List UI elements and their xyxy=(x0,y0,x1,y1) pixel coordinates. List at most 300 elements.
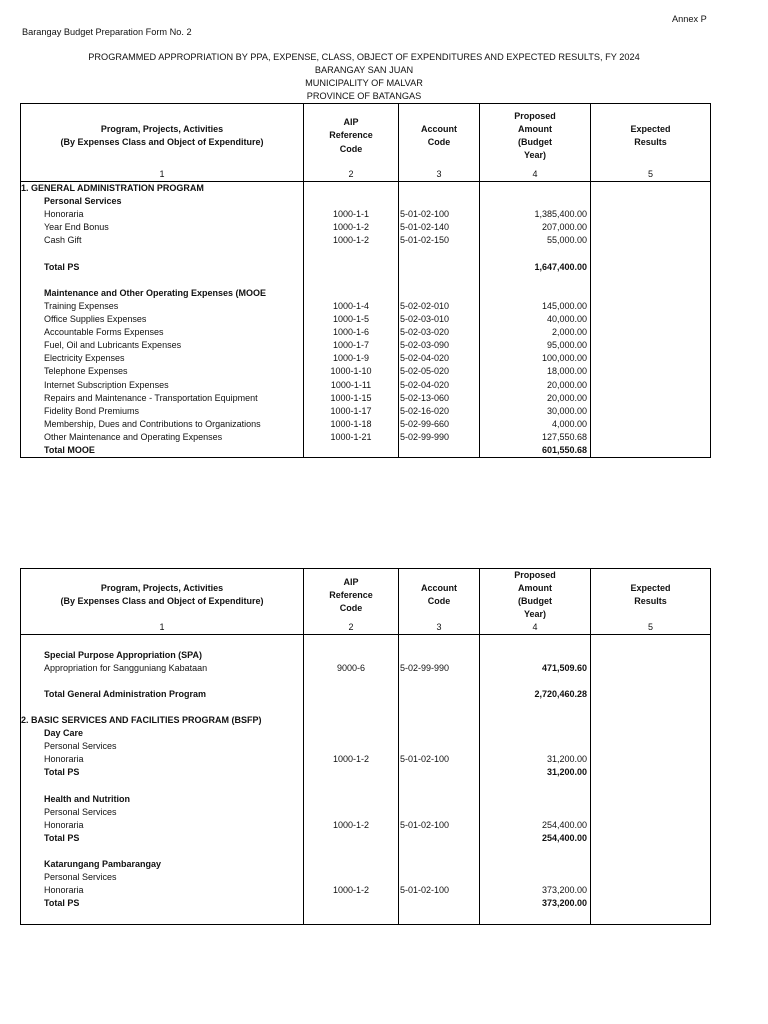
header-num-5: 5 xyxy=(591,621,711,635)
table-row xyxy=(21,274,711,287)
amount-cell: 95,000.00 xyxy=(480,339,591,352)
expected-results-cell xyxy=(591,819,711,832)
expected-results-cell xyxy=(591,431,711,444)
table-row xyxy=(21,379,711,392)
amount-cell: 55,000.00 xyxy=(480,234,591,247)
ppa-cell: Special Purpose Appropriation (SPA) xyxy=(21,649,304,662)
amount-cell: 373,200.00 xyxy=(480,897,591,910)
ppa-cell: Fidelity Bond Premiums xyxy=(21,405,304,418)
expected-results-cell xyxy=(591,418,711,431)
amount-cell: 601,550.68 xyxy=(480,444,591,458)
header-col-5 xyxy=(591,104,711,169)
ppa-cell: Training Expenses xyxy=(21,300,304,313)
header-num-4: 4 xyxy=(480,621,591,635)
ppa-cell: Honoraria xyxy=(21,884,304,897)
header-col-4-line-a: Proposed xyxy=(514,110,556,121)
ppa-cell: Total General Administration Program xyxy=(21,688,304,701)
expected-results-cell xyxy=(591,675,711,688)
amount-cell: 207,000.00 xyxy=(480,221,591,234)
ppa-cell: Honoraria xyxy=(21,208,304,221)
expected-results-cell xyxy=(591,352,711,365)
ppa-cell xyxy=(21,780,304,793)
header-col-2 xyxy=(304,569,399,622)
table-row xyxy=(21,418,711,431)
aip-code-cell xyxy=(304,780,399,793)
expected-results-cell xyxy=(591,326,711,339)
table-row xyxy=(21,871,711,884)
table-row xyxy=(21,300,711,313)
aip-code-cell xyxy=(304,635,399,649)
aip-code-cell: 1000-1-10 xyxy=(304,365,399,378)
budget-table-2 xyxy=(20,568,711,925)
aip-code-cell xyxy=(304,274,399,287)
aip-code-cell: 1000-1-15 xyxy=(304,392,399,405)
header-col-3-line-b: Code xyxy=(427,596,451,607)
account-code-cell xyxy=(399,675,480,688)
account-code-cell xyxy=(399,806,480,819)
account-code-cell: 5-02-04-020 xyxy=(399,352,480,365)
expected-results-cell xyxy=(591,910,711,924)
table-row xyxy=(21,365,711,378)
expected-results-cell xyxy=(591,195,711,208)
ppa-cell: Membership, Dues and Contributions to Organizations xyxy=(21,418,304,431)
table-row xyxy=(21,766,711,779)
header-col-4-line-d: Year) xyxy=(523,609,547,620)
account-code-cell: 5-02-05-020 xyxy=(399,365,480,378)
ppa-cell: Honoraria xyxy=(21,753,304,766)
expected-results-cell xyxy=(591,780,711,793)
account-code-cell: 5-02-16-020 xyxy=(399,405,480,418)
aip-code-cell: 1000-1-5 xyxy=(304,313,399,326)
account-code-cell xyxy=(399,897,480,910)
header-col-4-line-c: (Budget xyxy=(518,137,552,147)
amount-cell: 127,550.68 xyxy=(480,431,591,444)
ppa-cell: Appropriation for Sangguniang Kabataan xyxy=(21,662,304,675)
expected-results-cell xyxy=(591,392,711,405)
account-code-cell: 5-01-02-140 xyxy=(399,221,480,234)
table-row xyxy=(21,287,711,300)
table-header xyxy=(21,104,711,182)
account-code-cell: 5-02-04-020 xyxy=(399,379,480,392)
amount-cell: 18,000.00 xyxy=(480,365,591,378)
amount-cell: 40,000.00 xyxy=(480,313,591,326)
expected-results-cell xyxy=(591,832,711,845)
table-body xyxy=(21,182,711,458)
expected-results-cell xyxy=(591,274,711,287)
ppa-cell xyxy=(21,248,304,261)
account-code-cell xyxy=(399,727,480,740)
ppa-cell: Year End Bonus xyxy=(21,221,304,234)
expected-results-cell xyxy=(591,221,711,234)
ppa-cell xyxy=(21,274,304,287)
ppa-cell: Honoraria xyxy=(21,819,304,832)
expected-results-cell xyxy=(591,806,711,819)
ppa-cell: Total PS xyxy=(21,832,304,845)
ppa-cell: Internet Subscription Expenses xyxy=(21,379,304,392)
table-row xyxy=(21,910,711,924)
ppa-cell xyxy=(21,675,304,688)
header-num-5: 5 xyxy=(591,168,711,182)
table-row xyxy=(21,352,711,365)
header-col-2-line-c: Code xyxy=(339,143,363,154)
aip-code-cell xyxy=(304,910,399,924)
amount-cell xyxy=(480,793,591,806)
annex-label: Annex P xyxy=(672,14,707,24)
account-code-cell xyxy=(399,261,480,274)
header-col-3-line-a: Account xyxy=(421,123,457,134)
ppa-cell: Electricity Expenses xyxy=(21,352,304,365)
amount-cell: 2,720,460.28 xyxy=(480,688,591,701)
expected-results-cell xyxy=(591,405,711,418)
expected-results-cell xyxy=(591,234,711,247)
title-line-3: MUNICIPALITY OF MALVAR xyxy=(305,78,423,88)
expected-results-cell xyxy=(591,444,711,458)
account-code-cell xyxy=(399,182,480,196)
expected-results-cell xyxy=(591,635,711,649)
amount-cell xyxy=(480,248,591,261)
expected-results-cell xyxy=(591,871,711,884)
expected-results-cell xyxy=(591,208,711,221)
account-code-cell xyxy=(399,649,480,662)
account-code-cell xyxy=(399,858,480,871)
table-row xyxy=(21,727,711,740)
header-num-1: 1 xyxy=(21,168,304,182)
expected-results-cell xyxy=(591,261,711,274)
aip-code-cell xyxy=(304,701,399,714)
aip-code-cell: 1000-1-17 xyxy=(304,405,399,418)
amount-cell xyxy=(480,274,591,287)
table-row xyxy=(21,884,711,897)
account-code-cell xyxy=(399,832,480,845)
expected-results-cell xyxy=(591,766,711,779)
aip-code-cell: 1000-1-6 xyxy=(304,326,399,339)
budget-table-1 xyxy=(20,103,711,458)
account-code-cell xyxy=(399,274,480,287)
amount-cell xyxy=(480,182,591,196)
amount-cell: 1,385,400.00 xyxy=(480,208,591,221)
header-col-2-line-a: AIP xyxy=(343,576,359,587)
ppa-cell: 2. BASIC SERVICES AND FACILITIES PROGRAM (BSFP) xyxy=(21,714,304,727)
amount-cell: 20,000.00 xyxy=(480,392,591,405)
account-code-cell xyxy=(399,740,480,753)
ppa-cell: Personal Services xyxy=(21,871,304,884)
amount-cell: 373,200.00 xyxy=(480,884,591,897)
amount-cell: 4,000.00 xyxy=(480,418,591,431)
table-row xyxy=(21,662,711,675)
aip-code-cell xyxy=(304,444,399,458)
account-code-cell: 5-02-99-990 xyxy=(399,431,480,444)
ppa-cell: Accountable Forms Expenses xyxy=(21,326,304,339)
aip-code-cell: 1000-1-1 xyxy=(304,208,399,221)
header-col-5-line-a: Expected xyxy=(630,583,671,594)
account-code-cell xyxy=(399,793,480,806)
aip-code-cell: 1000-1-2 xyxy=(304,753,399,766)
header-col-1-line-b: (By Expenses Class and Object of Expenditure) xyxy=(60,596,264,607)
header-col-4-line-a: Proposed xyxy=(514,570,556,580)
aip-code-cell: 1000-1-2 xyxy=(304,884,399,897)
ppa-cell: Fuel, Oil and Lubricants Expenses xyxy=(21,339,304,352)
amount-cell: 31,200.00 xyxy=(480,766,591,779)
account-code-cell: 5-02-99-660 xyxy=(399,418,480,431)
expected-results-cell xyxy=(591,248,711,261)
expected-results-cell xyxy=(591,182,711,196)
ppa-cell: Other Maintenance and Operating Expenses xyxy=(21,431,304,444)
table-row xyxy=(21,701,711,714)
aip-code-cell xyxy=(304,248,399,261)
table-row xyxy=(21,261,711,274)
amount-cell: 31,200.00 xyxy=(480,753,591,766)
amount-cell xyxy=(480,727,591,740)
table-row xyxy=(21,675,711,688)
header-num-2: 2 xyxy=(304,621,399,635)
account-code-cell xyxy=(399,780,480,793)
account-code-cell xyxy=(399,845,480,858)
account-code-cell: 5-02-03-010 xyxy=(399,313,480,326)
aip-code-cell xyxy=(304,858,399,871)
table-row xyxy=(21,714,711,727)
table-row xyxy=(21,793,711,806)
amount-cell xyxy=(480,195,591,208)
header-col-3-line-a: Account xyxy=(421,583,457,594)
header-col-4-line-c: (Budget xyxy=(518,596,552,607)
table-row xyxy=(21,806,711,819)
table-row xyxy=(21,845,711,858)
ppa-cell: Health and Nutrition xyxy=(21,793,304,806)
ppa-cell: Total MOOE xyxy=(21,444,304,458)
aip-code-cell xyxy=(304,806,399,819)
header-col-2-line-a: AIP xyxy=(343,117,359,128)
table-row xyxy=(21,740,711,753)
amount-cell: 145,000.00 xyxy=(480,300,591,313)
account-code-cell xyxy=(399,701,480,714)
amount-cell xyxy=(480,740,591,753)
title-line-4: PROVINCE OF BATANGAS xyxy=(306,91,422,101)
header-col-2-line-c: Code xyxy=(339,602,363,613)
table-row xyxy=(21,339,711,352)
expected-results-cell xyxy=(591,897,711,910)
aip-code-cell: 1000-1-2 xyxy=(304,819,399,832)
table-row xyxy=(21,753,711,766)
ppa-cell xyxy=(21,701,304,714)
amount-cell xyxy=(480,714,591,727)
aip-code-cell xyxy=(304,287,399,300)
table-row xyxy=(21,405,711,418)
expected-results-cell xyxy=(591,740,711,753)
aip-code-cell xyxy=(304,766,399,779)
account-code-cell xyxy=(399,248,480,261)
table-row xyxy=(21,431,711,444)
header-col-1-line-a: Program, Projects, Activities xyxy=(100,583,224,594)
table-row xyxy=(21,897,711,910)
account-code-cell: 5-01-02-100 xyxy=(399,753,480,766)
account-code-cell xyxy=(399,444,480,458)
account-code-cell: 5-01-02-100 xyxy=(399,884,480,897)
ppa-cell: 1. GENERAL ADMINISTRATION PROGRAM xyxy=(21,182,304,196)
header-col-4 xyxy=(480,569,591,622)
header-col-1-line-a: Program, Projects, Activities xyxy=(100,123,224,134)
table-row xyxy=(21,688,711,701)
header-col-2 xyxy=(304,104,399,169)
aip-code-cell: 1000-1-21 xyxy=(304,431,399,444)
account-code-cell: 5-02-02-010 xyxy=(399,300,480,313)
form-label: Barangay Budget Preparation Form No. 2 xyxy=(22,27,192,37)
account-code-cell xyxy=(399,195,480,208)
header-col-1 xyxy=(21,569,304,622)
expected-results-cell xyxy=(591,649,711,662)
table-body xyxy=(21,635,711,924)
account-code-cell: 5-01-02-150 xyxy=(399,234,480,247)
table-row xyxy=(21,195,711,208)
ppa-cell xyxy=(21,635,304,649)
table-row xyxy=(21,832,711,845)
ppa-cell: Repairs and Maintenance - Transportation Equipment xyxy=(21,392,304,405)
table-row xyxy=(21,221,711,234)
account-code-cell: 5-02-03-020 xyxy=(399,326,480,339)
expected-results-cell xyxy=(591,313,711,326)
amount-cell xyxy=(480,701,591,714)
aip-code-cell: 1000-1-18 xyxy=(304,418,399,431)
expected-results-cell xyxy=(591,884,711,897)
table-row xyxy=(21,649,711,662)
table-row xyxy=(21,858,711,871)
table-row xyxy=(21,392,711,405)
amount-cell xyxy=(480,871,591,884)
ppa-cell: Office Supplies Expenses xyxy=(21,313,304,326)
ppa-cell xyxy=(21,910,304,924)
account-code-cell xyxy=(399,635,480,649)
ppa-cell: Personal Services xyxy=(21,740,304,753)
expected-results-cell xyxy=(591,662,711,675)
amount-cell xyxy=(480,287,591,300)
header-num-1: 1 xyxy=(21,621,304,635)
header-col-4-line-b: Amount xyxy=(518,123,552,134)
aip-code-cell xyxy=(304,845,399,858)
amount-cell xyxy=(480,806,591,819)
table-row xyxy=(21,208,711,221)
account-code-cell xyxy=(399,871,480,884)
amount-cell xyxy=(480,675,591,688)
expected-results-cell xyxy=(591,845,711,858)
title-line-2: BARANGAY SAN JUAN xyxy=(314,65,414,75)
table-row xyxy=(21,248,711,261)
account-code-cell xyxy=(399,287,480,300)
table-row xyxy=(21,819,711,832)
aip-code-cell xyxy=(304,714,399,727)
expected-results-cell xyxy=(591,365,711,378)
aip-code-cell xyxy=(304,871,399,884)
aip-code-cell xyxy=(304,793,399,806)
account-code-cell xyxy=(399,910,480,924)
header-col-2-line-b: Reference xyxy=(329,589,373,600)
account-code-cell: 5-02-03-090 xyxy=(399,339,480,352)
ppa-cell: Total PS xyxy=(21,261,304,274)
ppa-cell: Personal Services xyxy=(21,806,304,819)
expected-results-cell xyxy=(591,793,711,806)
amount-cell: 254,400.00 xyxy=(480,832,591,845)
header-num-2: 2 xyxy=(304,168,399,182)
ppa-cell xyxy=(21,845,304,858)
ppa-cell: Total PS xyxy=(21,897,304,910)
table-row xyxy=(21,234,711,247)
table-row xyxy=(21,780,711,793)
account-code-cell: 5-02-99-990 xyxy=(399,662,480,675)
amount-cell: 254,400.00 xyxy=(480,819,591,832)
aip-code-cell: 1000-1-7 xyxy=(304,339,399,352)
ppa-cell: Maintenance and Other Operating Expenses (MOOE xyxy=(21,287,304,300)
ppa-cell: Total PS xyxy=(21,766,304,779)
header-col-3 xyxy=(399,104,480,169)
amount-cell: 30,000.00 xyxy=(480,405,591,418)
aip-code-cell: 1000-1-11 xyxy=(304,379,399,392)
amount-cell xyxy=(480,635,591,649)
ppa-cell: Day Care xyxy=(21,727,304,740)
amount-cell xyxy=(480,910,591,924)
header-col-4-line-d: Year) xyxy=(523,150,547,161)
aip-code-cell: 1000-1-2 xyxy=(304,221,399,234)
aip-code-cell: 1000-1-2 xyxy=(304,234,399,247)
header-col-5-line-a: Expected xyxy=(630,123,671,134)
amount-cell: 20,000.00 xyxy=(480,379,591,392)
expected-results-cell xyxy=(591,688,711,701)
aip-code-cell xyxy=(304,649,399,662)
table-header xyxy=(21,569,711,635)
amount-cell: 471,509.60 xyxy=(480,662,591,675)
expected-results-cell xyxy=(591,858,711,871)
account-code-cell xyxy=(399,714,480,727)
header-col-5-line-b: Results xyxy=(634,596,667,607)
header-col-5 xyxy=(591,569,711,622)
expected-results-cell xyxy=(591,701,711,714)
table-row xyxy=(21,326,711,339)
aip-code-cell: 9000-6 xyxy=(304,662,399,675)
ppa-cell: Telephone Expenses xyxy=(21,365,304,378)
aip-code-cell xyxy=(304,832,399,845)
account-code-cell xyxy=(399,688,480,701)
ppa-cell: Katarungang Pambarangay xyxy=(21,858,304,871)
expected-results-cell xyxy=(591,727,711,740)
account-code-cell: 5-01-02-100 xyxy=(399,208,480,221)
amount-cell: 100,000.00 xyxy=(480,352,591,365)
aip-code-cell xyxy=(304,897,399,910)
expected-results-cell xyxy=(591,300,711,313)
aip-code-cell xyxy=(304,261,399,274)
expected-results-cell xyxy=(591,753,711,766)
amount-cell xyxy=(480,780,591,793)
ppa-cell: Cash Gift xyxy=(21,234,304,247)
header-col-4 xyxy=(480,104,591,169)
table-row xyxy=(21,444,711,458)
header-num-3: 3 xyxy=(399,168,480,182)
account-code-cell: 5-02-13-060 xyxy=(399,392,480,405)
aip-code-cell xyxy=(304,195,399,208)
amount-cell xyxy=(480,858,591,871)
header-col-1-line-b: (By Expenses Class and Object of Expenditure) xyxy=(60,137,264,147)
aip-code-cell xyxy=(304,675,399,688)
aip-code-cell xyxy=(304,740,399,753)
expected-results-cell xyxy=(591,339,711,352)
header-num-4: 4 xyxy=(480,168,591,182)
table-row xyxy=(21,182,711,196)
amount-cell: 1,647,400.00 xyxy=(480,261,591,274)
header-col-3 xyxy=(399,569,480,622)
header-col-1 xyxy=(21,104,304,169)
aip-code-cell: 1000-1-9 xyxy=(304,352,399,365)
table-row xyxy=(21,635,711,649)
aip-code-cell: 1000-1-4 xyxy=(304,300,399,313)
header-num-3: 3 xyxy=(399,621,480,635)
expected-results-cell xyxy=(591,379,711,392)
ppa-cell: Personal Services xyxy=(21,195,304,208)
